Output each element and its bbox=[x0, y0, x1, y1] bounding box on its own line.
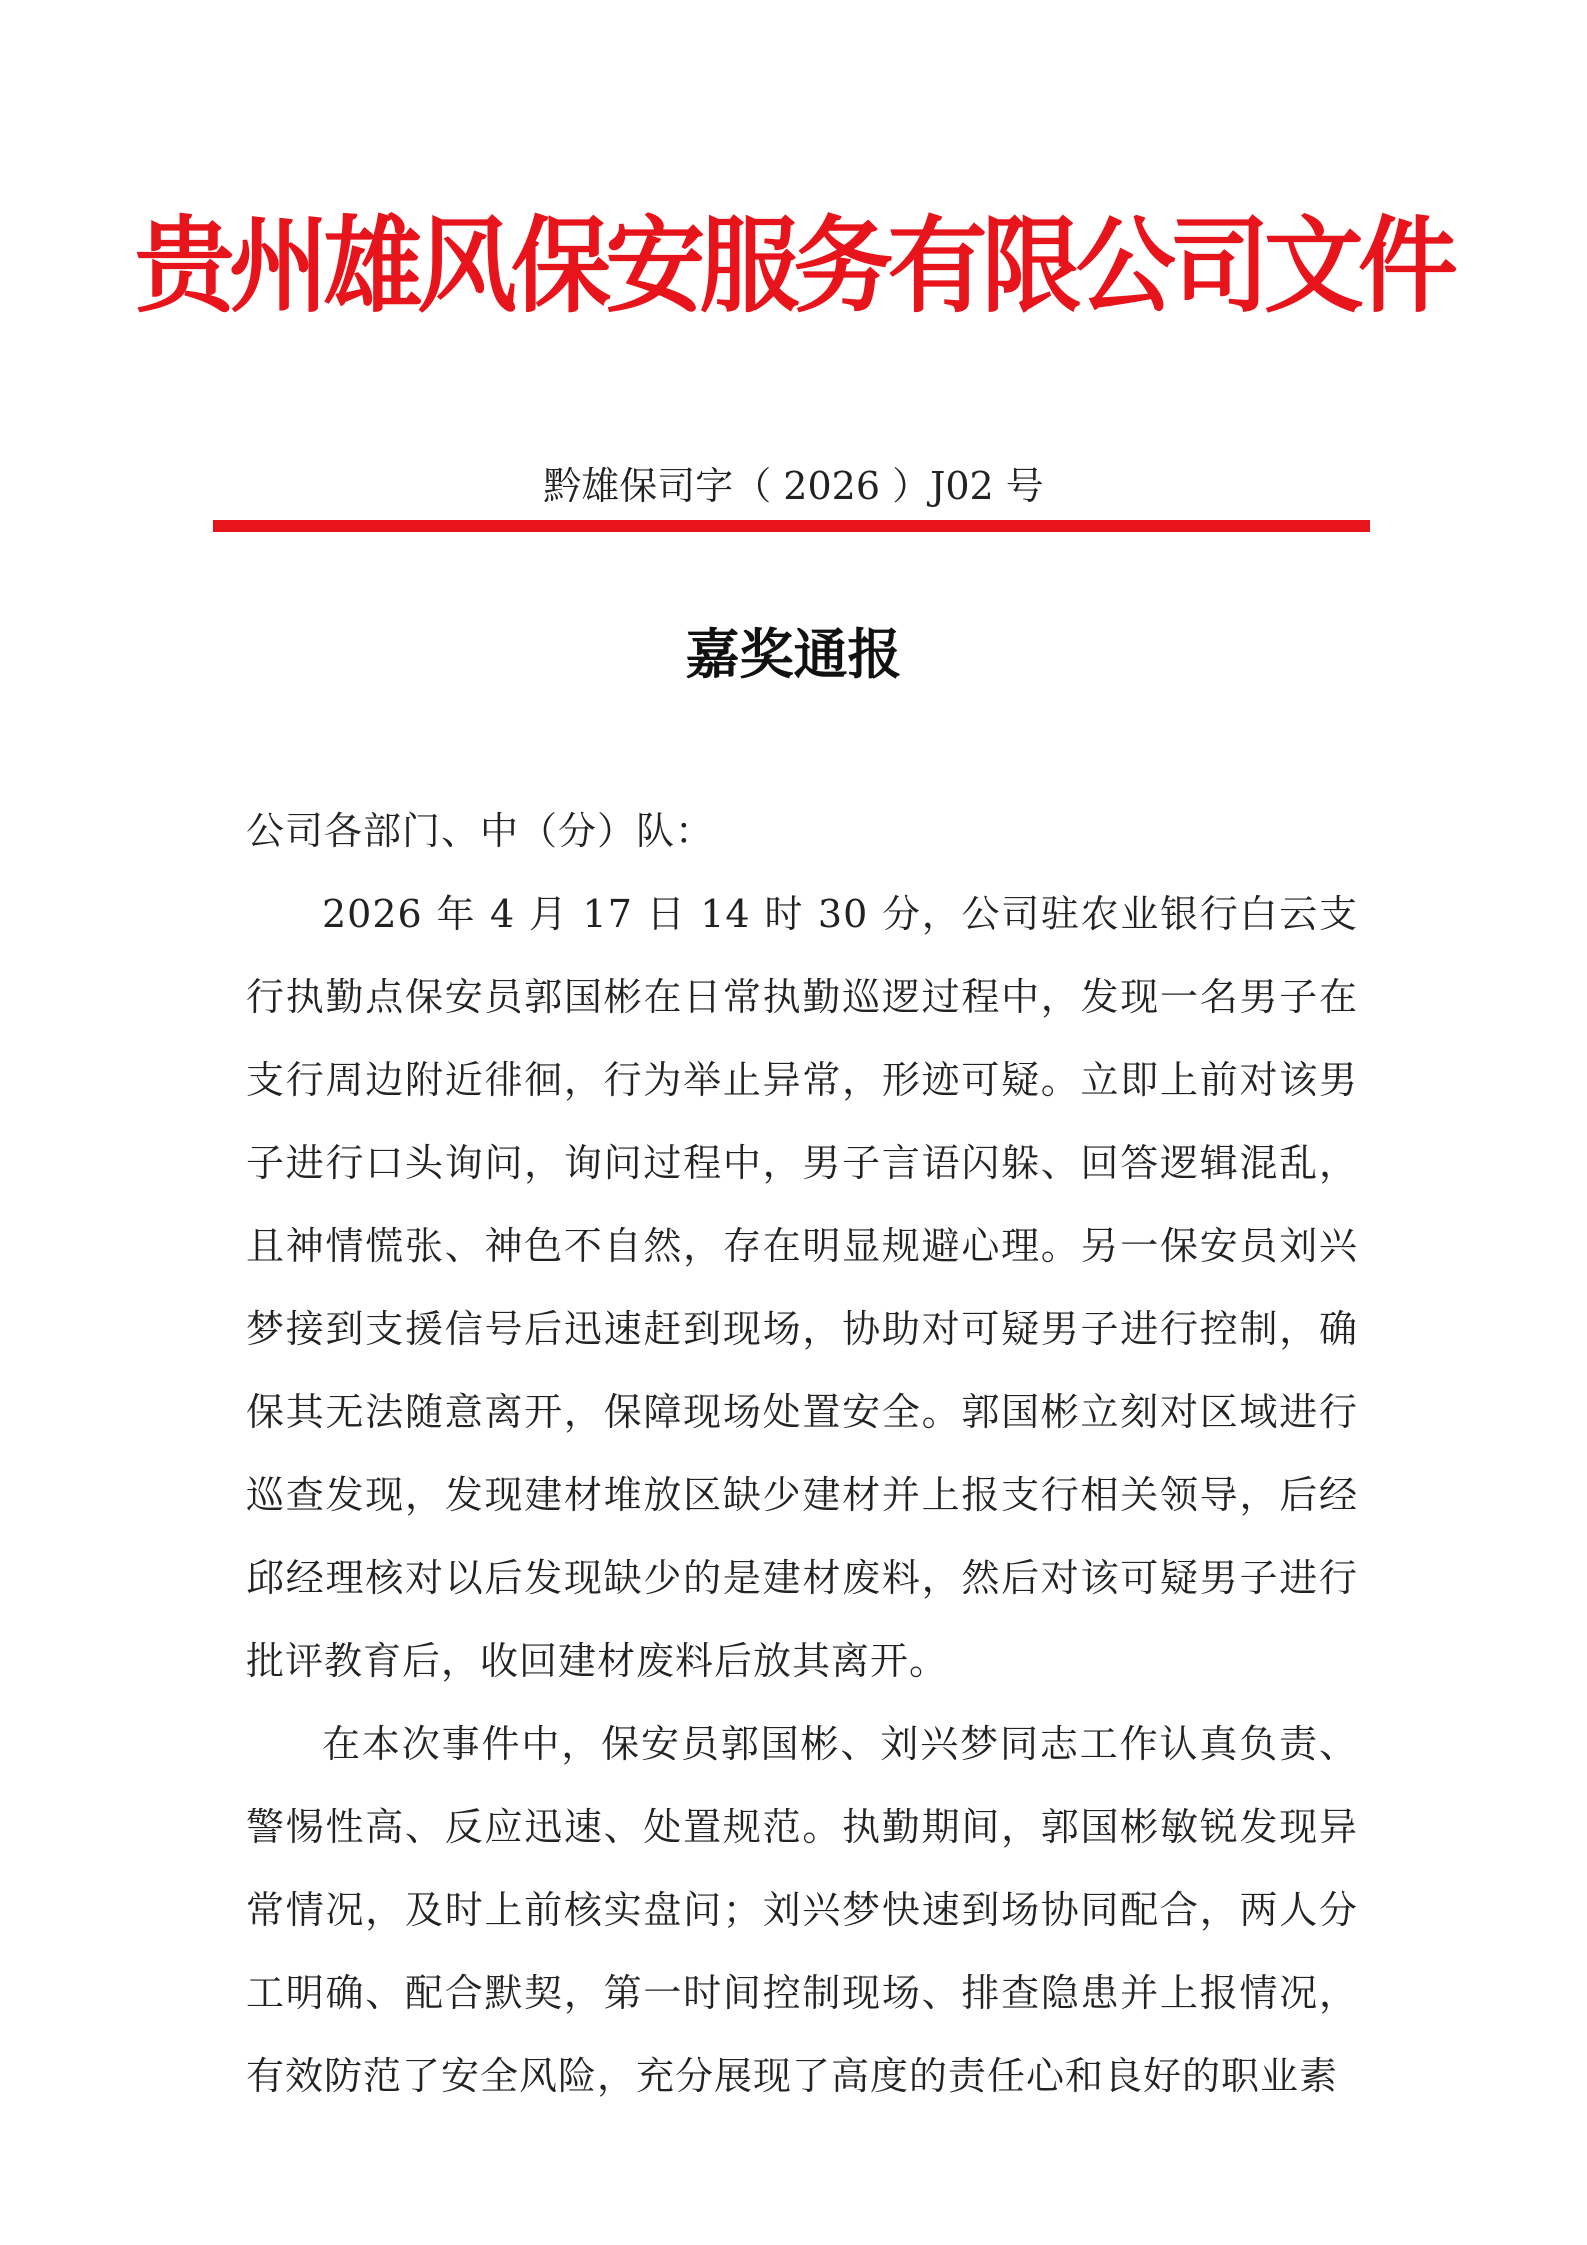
body-paragraph: 在本次事件中，保安员郭国彬、刘兴梦同志工作认真负责、警惕性高、反应迅速、处置规范。执勤期间，郭国彬敏锐发现异常情况，及时上前核实盘问；刘兴梦快速到场协同配合，两人分工明确、配合默契，第一时间控制现场、排查隐患并上报情况，有效防范了安全风险，充分展现了高度的责任心和良好的职业素 bbox=[246, 1722, 1358, 2098]
document-title: 嘉奖通报 bbox=[685, 622, 902, 686]
document-number: 黔雄保司字（ 2026 ）J02 号 bbox=[543, 464, 1044, 508]
document-body bbox=[246, 790, 1358, 2118]
body-paragraph: 2026 年 4 月 17 日 14 时 30 分，公司驻农业银行白云支行执勤点保安员郭国彬在日常执勤巡逻过程中，发现一名男子在支行周边附近徘徊，行为举止异常，形迹可疑。立即上前对该男子进行口头询问，询问过程中，男子言语闪躲、回答逻辑混乱，且神情慌张、神色不自然，存在明显规避心理。另一保安员刘兴梦接到支援信号后迅速赶到现场，协助对可疑男子进行控制，确保其无法随意离开，保障现场处置安全。郭国彬立刻对区域进行巡查发现，发现建材堆放区缺少建材并上报支行相关领导，后经邱经理核对以后发现缺少的是建材废料，然后对该可疑男子进行批评教育后，收回建材废料后放其离开。 bbox=[246, 892, 1358, 1683]
salutation: 公司各部门、中（分）队： bbox=[246, 809, 715, 853]
organization-header-title: 贵州雄风保安服务有限公司文件 bbox=[134, 205, 1453, 327]
red-divider-line bbox=[213, 520, 1370, 532]
